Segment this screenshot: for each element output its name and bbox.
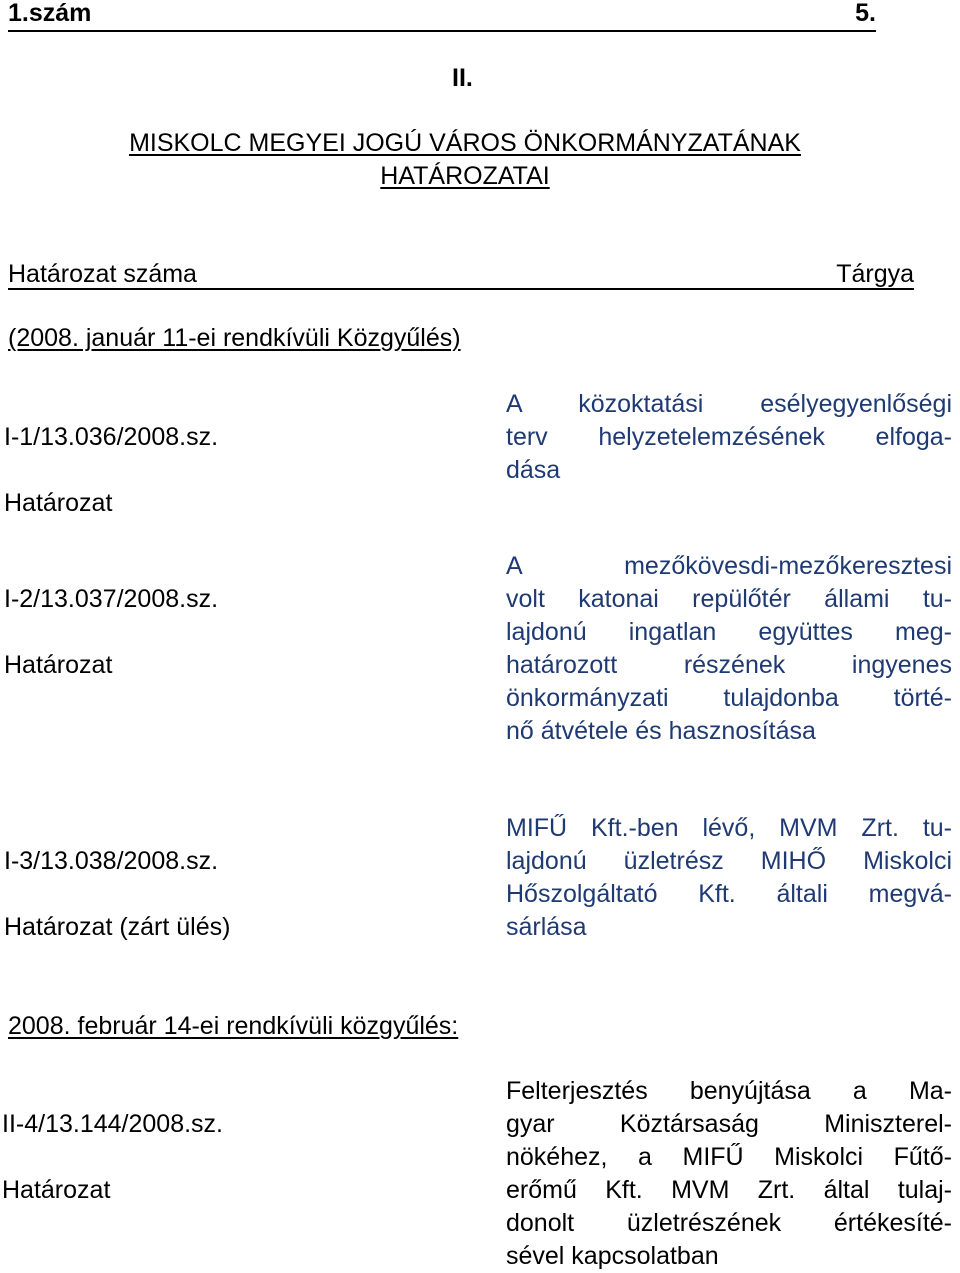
resolution-subject (506, 550, 952, 748)
resolution-type: Határozat (zárt ülés) (4, 913, 231, 941)
subject-line: határozott részének ingyenes (506, 651, 952, 679)
subject-line: erőmű Kft. MVM Zrt. által tulaj- (506, 1176, 952, 1204)
section-numeral: II. (452, 64, 473, 92)
resolution-type: Határozat (2, 1176, 111, 1204)
page-number: 5. (855, 0, 876, 27)
subject-line: önkormányzati tulajdonba törté- (506, 684, 952, 712)
resolution-subject (506, 388, 952, 487)
subject-line: nökéhez, a MIFŰ Miskolci Fűtő- (506, 1143, 952, 1171)
page-header (8, 0, 876, 32)
subject-line: A közoktatási esélyegyenlőségi (506, 390, 952, 418)
title-line-1: MISKOLC MEGYEI JOGÚ VÁROS ÖNKORMÁNYZATÁNAK (129, 129, 801, 157)
subject-line: lajdonú ingatlan együttes meg- (506, 618, 952, 646)
subject-line: terv helyzetelemzésének elfoga- (506, 423, 952, 451)
subject-line: volt katonai repülőtér állami tu- (506, 585, 952, 613)
column-headings (8, 258, 914, 290)
subject-line: A mezőkövesdi-mezőkeresztesi (506, 552, 952, 580)
resolution-id (4, 812, 230, 977)
issue-label: 1.szám (8, 0, 92, 27)
resolution-id (4, 550, 218, 715)
subject-line: MIFŰ Kft.-ben lévő, MVM Zrt. tu- (506, 814, 952, 842)
subject-line: Hőszolgáltató Kft. általi megvá- (506, 880, 952, 908)
subject-line: dása (506, 456, 561, 484)
column-heading-number: Határozat száma (8, 260, 197, 288)
document-title (0, 127, 930, 193)
resolution-id (2, 1075, 223, 1240)
resolution-type: Határozat (4, 651, 113, 679)
resolution-number: I-3/13.038/2008.sz. (4, 847, 219, 875)
column-heading-subject: Tárgya (836, 260, 914, 288)
resolution-number: II-4/13.144/2008.sz. (2, 1110, 223, 1138)
session-heading: (2008. január 11-ei rendkívüli Közgyűlés) (8, 324, 461, 352)
resolution-id (4, 388, 218, 553)
subject-line: donolt üzletrészének értékesíté- (506, 1209, 952, 1237)
resolution-number: I-1/13.036/2008.sz. (4, 423, 219, 451)
subject-line: Felterjesztés benyújtása a Ma- (506, 1077, 952, 1105)
resolution-subject (506, 812, 952, 944)
title-line-2: HATÁROZATAI (380, 162, 550, 190)
subject-line: gyar Köztársaság Miniszterel- (506, 1110, 952, 1138)
subject-line: lajdonú üzletrész MIHŐ Miskolci (506, 847, 952, 875)
subject-line: nő átvétele és hasznosítása (506, 717, 816, 745)
session-heading: 2008. február 14-ei rendkívüli közgyűlés: (8, 1012, 459, 1040)
resolution-number: I-2/13.037/2008.sz. (4, 585, 219, 613)
subject-line: sével kapcsolatban (506, 1242, 719, 1270)
subject-line: sárlása (506, 913, 587, 941)
resolution-type: Határozat (4, 489, 113, 517)
resolution-subject (506, 1075, 952, 1273)
